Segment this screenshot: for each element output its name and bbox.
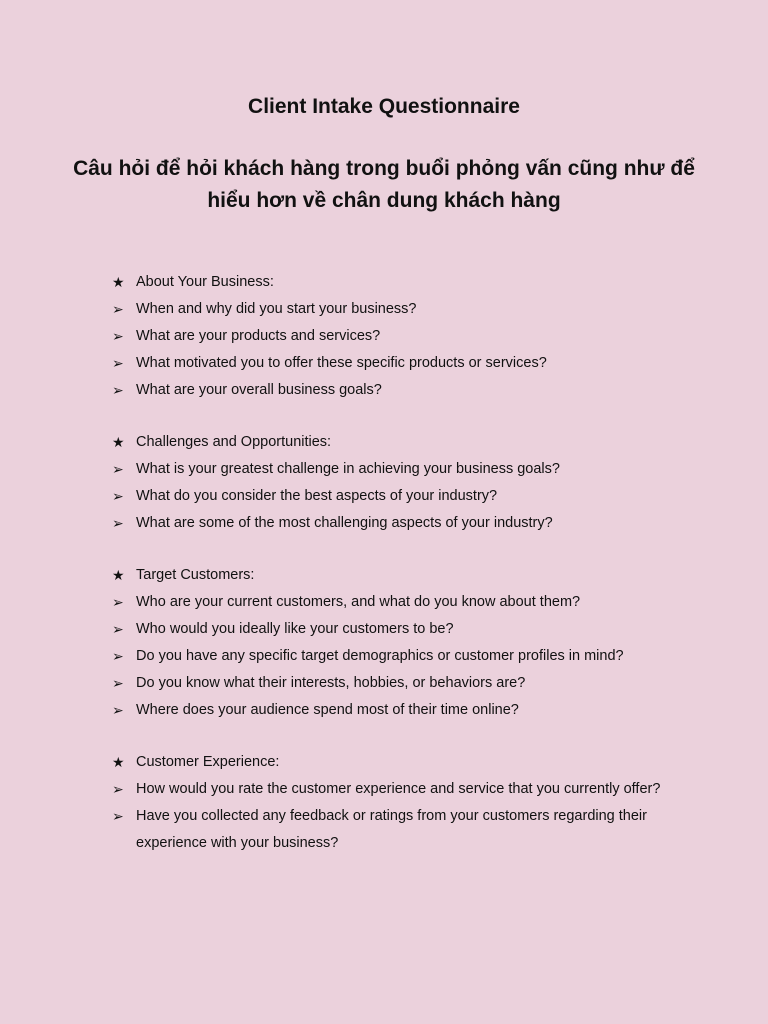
section-about-business bbox=[112, 269, 692, 404]
question-item bbox=[112, 350, 692, 377]
arrow-bullet-icon: ➢ bbox=[112, 301, 124, 317]
section-customer-experience bbox=[112, 749, 692, 857]
question-text: Have you collected any feedback or ratings from your customers regarding their experience with your business? bbox=[136, 808, 647, 851]
question-item bbox=[112, 776, 692, 803]
star-bullet-icon: ★ bbox=[112, 274, 125, 290]
question-item bbox=[112, 616, 692, 643]
star-bullet-icon: ★ bbox=[112, 434, 125, 450]
section-heading: About Your Business: bbox=[136, 274, 274, 290]
arrow-bullet-icon: ➢ bbox=[112, 594, 124, 610]
question-item bbox=[112, 323, 692, 350]
section-heading: Challenges and Opportunities: bbox=[136, 434, 332, 450]
question-sections bbox=[112, 269, 692, 882]
arrow-bullet-icon: ➢ bbox=[112, 621, 124, 637]
star-bullet-icon: ★ bbox=[112, 567, 125, 583]
question-text: Do you have any specific target demographics or customer profiles in mind? bbox=[136, 648, 624, 664]
arrow-bullet-icon: ➢ bbox=[112, 702, 124, 718]
arrow-bullet-icon: ➢ bbox=[112, 781, 124, 797]
arrow-bullet-icon: ➢ bbox=[112, 515, 124, 531]
arrow-bullet-icon: ➢ bbox=[112, 355, 124, 371]
arrow-bullet-icon: ➢ bbox=[112, 675, 124, 691]
arrow-bullet-icon: ➢ bbox=[112, 808, 124, 824]
star-bullet-icon: ★ bbox=[112, 754, 125, 770]
question-item bbox=[112, 670, 692, 697]
question-item bbox=[112, 803, 692, 857]
question-text: Who are your current customers, and what do you know about them? bbox=[136, 594, 581, 610]
question-text: How would you rate the customer experience and service that you currently offer? bbox=[136, 781, 661, 797]
arrow-bullet-icon: ➢ bbox=[112, 382, 124, 398]
question-item bbox=[112, 456, 692, 483]
question-item bbox=[112, 697, 692, 724]
question-text: What are your overall business goals? bbox=[136, 382, 382, 398]
section-target-customers bbox=[112, 562, 692, 724]
question-item bbox=[112, 510, 692, 537]
page-title: Client Intake Questionnaire bbox=[248, 95, 520, 118]
question-item bbox=[112, 377, 692, 404]
question-text: What are your products and services? bbox=[136, 328, 381, 344]
question-text: What are some of the most challenging aspects of your industry? bbox=[136, 515, 553, 531]
arrow-bullet-icon: ➢ bbox=[112, 488, 124, 504]
section-heading-row bbox=[112, 269, 692, 296]
arrow-bullet-icon: ➢ bbox=[112, 648, 124, 664]
question-text: What motivated you to offer these specific products or services? bbox=[136, 355, 547, 371]
page-subtitle: Câu hỏi để hỏi khách hàng trong buổi phỏng vấn cũng như để hiểu hơn về chân dung khách hàng bbox=[73, 157, 695, 212]
question-text: Where does your audience spend most of their time online? bbox=[136, 702, 519, 718]
question-item bbox=[112, 483, 692, 510]
section-heading: Target Customers: bbox=[136, 567, 255, 583]
question-text: Do you know what their interests, hobbies, or behaviors are? bbox=[136, 675, 526, 691]
question-text: What is your greatest challenge in achieving your business goals? bbox=[136, 461, 560, 477]
section-challenges bbox=[112, 429, 692, 537]
section-heading-row bbox=[112, 562, 692, 589]
section-heading-row bbox=[112, 749, 692, 776]
question-text: What do you consider the best aspects of your industry? bbox=[136, 488, 498, 504]
arrow-bullet-icon: ➢ bbox=[112, 328, 124, 344]
question-item bbox=[112, 296, 692, 323]
question-item bbox=[112, 589, 692, 616]
question-item bbox=[112, 643, 692, 670]
question-text: When and why did you start your business? bbox=[136, 301, 417, 317]
section-heading-row bbox=[112, 429, 692, 456]
section-heading: Customer Experience: bbox=[136, 754, 280, 770]
arrow-bullet-icon: ➢ bbox=[112, 461, 124, 477]
question-text: Who would you ideally like your customers to be? bbox=[136, 621, 454, 637]
